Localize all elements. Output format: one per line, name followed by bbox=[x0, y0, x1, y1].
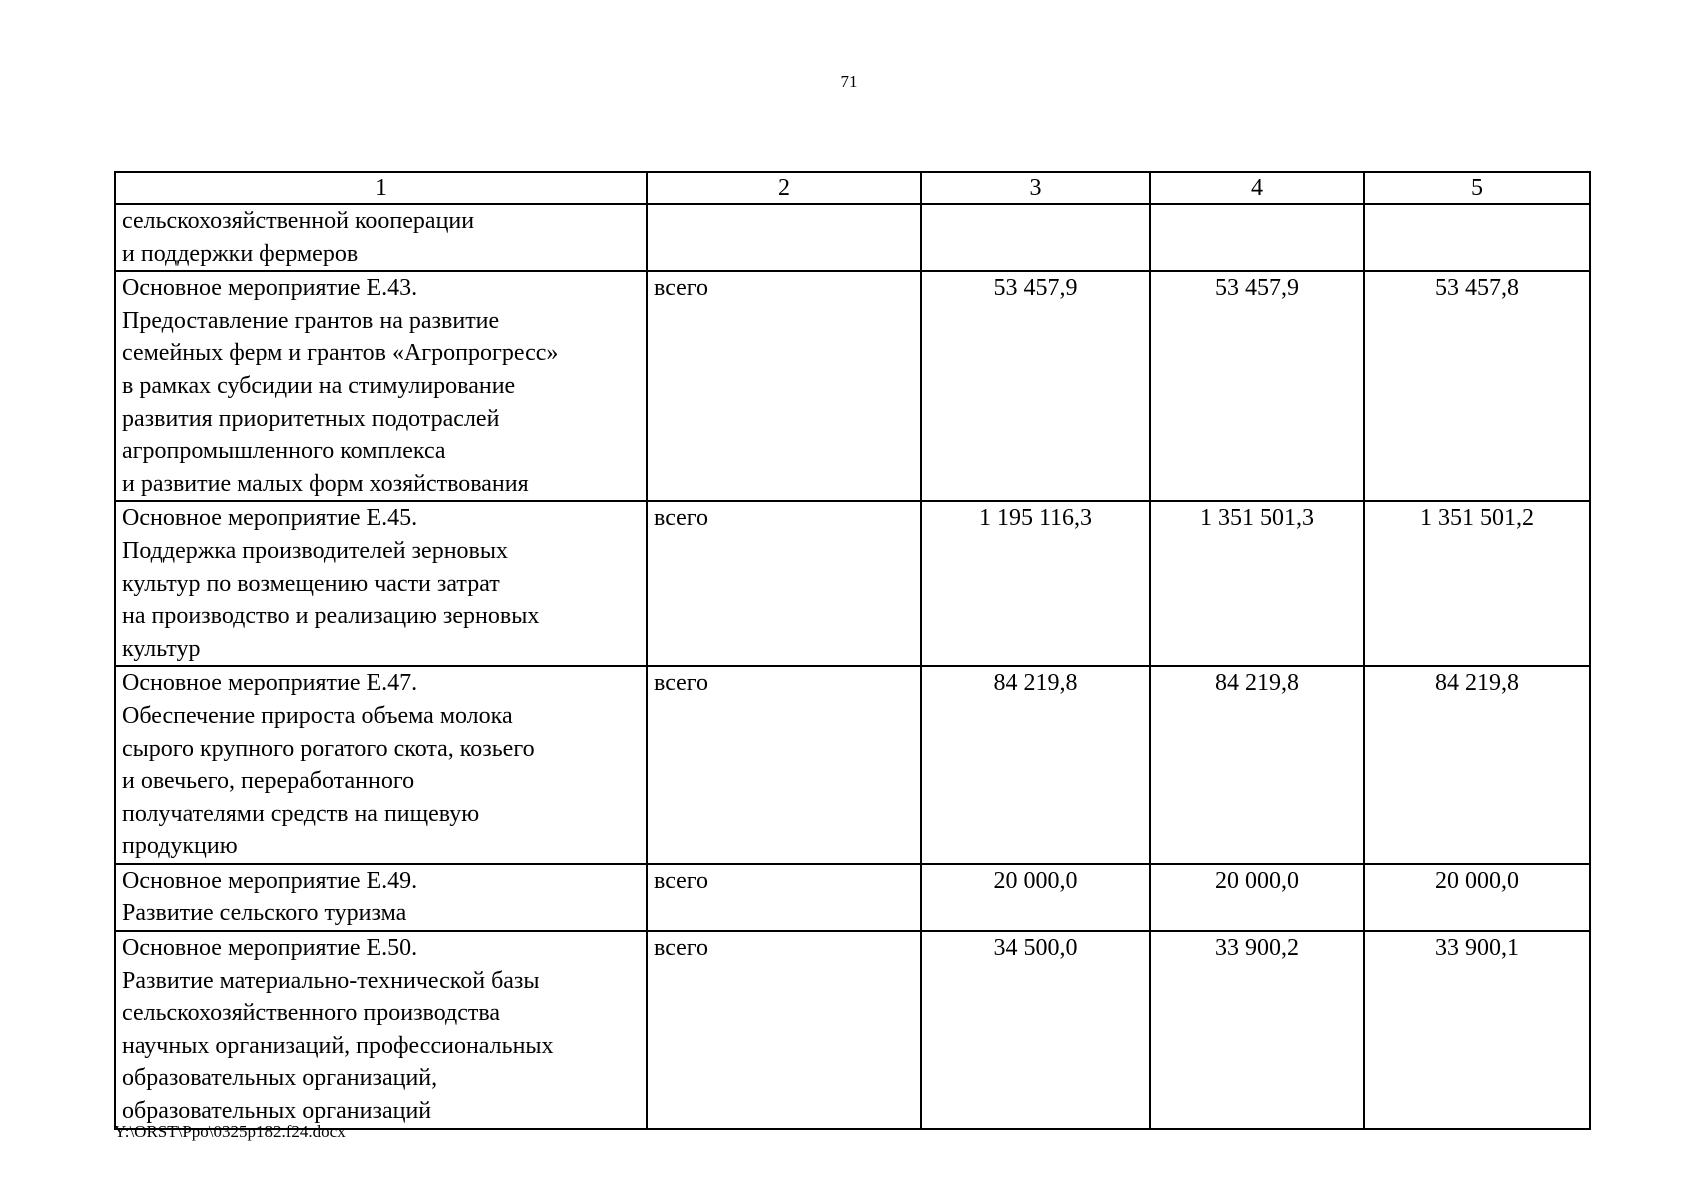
table-row bbox=[115, 501, 1590, 666]
funding-type-cell bbox=[647, 204, 921, 271]
description-line: сырого крупного рогатого скота, козьего bbox=[122, 735, 535, 762]
value-cell-col-5 bbox=[1364, 204, 1590, 271]
description-line: Основное мероприятие Е.47. bbox=[122, 670, 418, 697]
description-line: и поддержки фермеров bbox=[122, 240, 359, 267]
header-cell-3: 3 bbox=[921, 172, 1150, 204]
table-header-row bbox=[115, 172, 1590, 204]
description-line: продукцию bbox=[122, 833, 238, 860]
header-cell-4: 4 bbox=[1150, 172, 1364, 204]
value-cell-col-4: 20 000,0 bbox=[1150, 864, 1364, 931]
value-cell-col-4: 33 900,2 bbox=[1150, 931, 1364, 1129]
description-line: сельскохозяйственной кооперации bbox=[122, 208, 475, 234]
description-line: Развитие сельского туризма bbox=[122, 900, 407, 927]
value-cell-col-4: 84 219,8 bbox=[1150, 666, 1364, 864]
funding-type-cell: всего bbox=[647, 501, 921, 666]
value-cell-col-5: 84 219,8 bbox=[1364, 666, 1590, 864]
activity-description-cell bbox=[115, 931, 647, 1129]
description-line: Поддержка производителей зерновых bbox=[122, 537, 508, 564]
header-cell-1: 1 bbox=[115, 172, 647, 204]
description-line: Основное мероприятие Е.45. bbox=[122, 505, 418, 532]
value-cell-col-3: 1 195 116,3 bbox=[921, 501, 1150, 666]
description-line: семейных ферм и грантов «Агропрогресс» bbox=[122, 340, 559, 367]
table-row bbox=[115, 204, 1590, 271]
description-line: сельскохозяйственного производства bbox=[122, 1000, 501, 1027]
funding-type-cell: всего bbox=[647, 271, 921, 501]
value-cell-col-5: 33 900,1 bbox=[1364, 931, 1590, 1129]
description-line: агропромышленного комплекса bbox=[122, 438, 446, 465]
description-line: и овечьего, переработанного bbox=[122, 768, 415, 795]
description-line: Развитие материально-технической базы bbox=[122, 967, 540, 994]
description-line: культур по возмещению части затрат bbox=[122, 570, 500, 597]
value-cell-col-4 bbox=[1150, 204, 1364, 271]
value-cell-col-5: 1 351 501,2 bbox=[1364, 501, 1590, 666]
file-path-footer: Y:\ORST\Ppo\0325p182.f24.docx bbox=[114, 1122, 346, 1141]
activity-description-cell bbox=[115, 204, 647, 271]
funding-type-cell: всего bbox=[647, 666, 921, 864]
description-line: развития приоритетных подотраслей bbox=[122, 405, 500, 432]
description-line: образовательных организаций, bbox=[122, 1065, 438, 1092]
value-cell-col-5: 53 457,8 bbox=[1364, 271, 1590, 501]
table-row bbox=[115, 666, 1590, 864]
funding-type-cell: всего bbox=[647, 931, 921, 1129]
description-line: получателями средств на пищевую bbox=[122, 800, 480, 827]
description-line: и развитие малых форм хозяйствования bbox=[122, 470, 529, 497]
value-cell-col-4: 53 457,9 bbox=[1150, 271, 1364, 501]
description-line: образовательных организаций bbox=[122, 1098, 432, 1125]
description-line: Обеспечение прироста объема молока bbox=[122, 702, 513, 729]
value-cell-col-3 bbox=[921, 204, 1150, 271]
description-line: Основное мероприятие Е.43. bbox=[122, 275, 418, 302]
value-cell-col-3: 34 500,0 bbox=[921, 931, 1150, 1129]
table-row bbox=[115, 864, 1590, 931]
description-line: на производство и реализацию зерновых bbox=[122, 603, 540, 630]
page-number: 71 bbox=[840, 72, 858, 91]
activity-description-cell bbox=[115, 666, 647, 864]
description-line: научных организаций, профессиональных bbox=[122, 1032, 554, 1059]
description-line: Основное мероприятие Е.50. bbox=[122, 935, 418, 962]
description-line: Основное мероприятие Е.49. bbox=[122, 867, 418, 894]
description-line: культур bbox=[122, 635, 201, 662]
value-cell-col-3: 84 219,8 bbox=[921, 666, 1150, 864]
activity-description-cell bbox=[115, 271, 647, 501]
activity-description-cell bbox=[115, 864, 647, 931]
funding-type-cell: всего bbox=[647, 864, 921, 931]
value-cell-col-3: 20 000,0 bbox=[921, 864, 1150, 931]
table-body bbox=[115, 172, 1590, 1129]
value-cell-col-5: 20 000,0 bbox=[1364, 864, 1590, 931]
table-row bbox=[115, 931, 1590, 1129]
value-cell-col-3: 53 457,9 bbox=[921, 271, 1150, 501]
table-row bbox=[115, 271, 1590, 501]
header-cell-5: 5 bbox=[1364, 172, 1590, 204]
description-line: в рамках субсидии на стимулирование bbox=[122, 372, 516, 399]
description-line: Предоставление грантов на развитие bbox=[122, 307, 500, 334]
budget-table bbox=[114, 171, 1591, 1130]
value-cell-col-4: 1 351 501,3 bbox=[1150, 501, 1364, 666]
header-cell-2: 2 bbox=[647, 172, 921, 204]
activity-description-cell bbox=[115, 501, 647, 666]
